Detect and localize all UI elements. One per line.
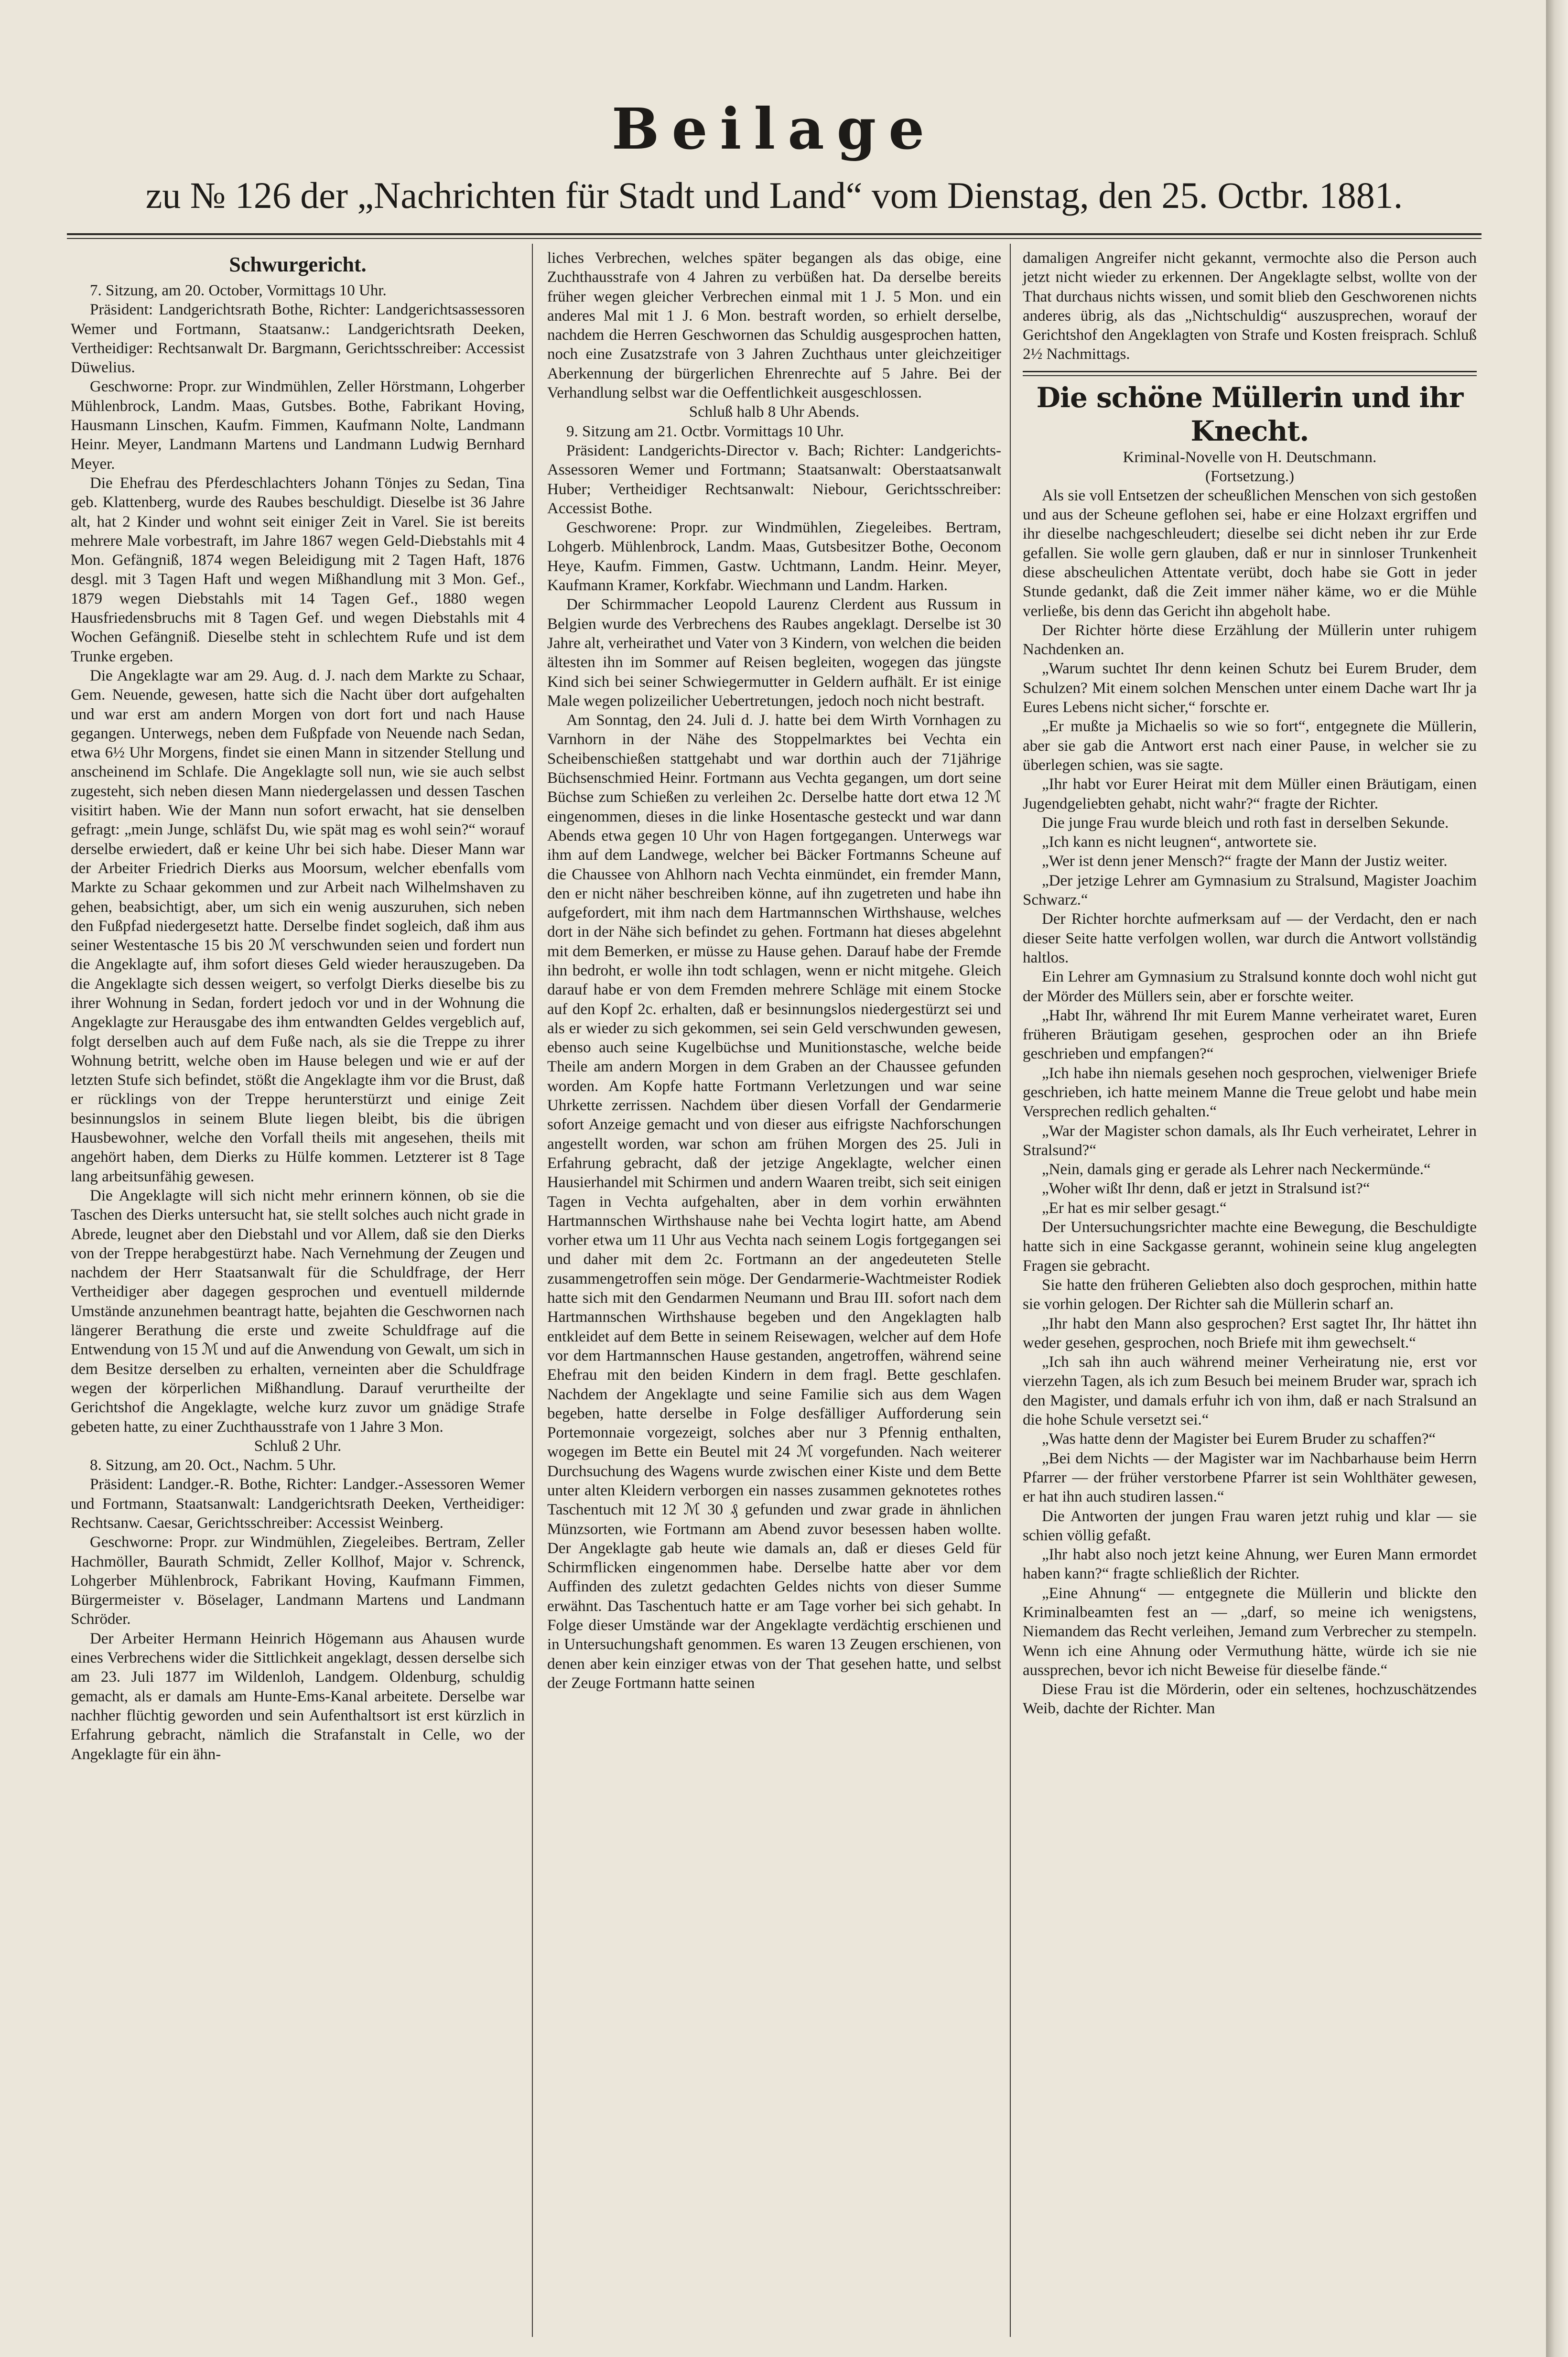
header-rule	[67, 233, 1481, 235]
paragraph: „Ich sah ihn auch während meiner Verheiratung nie, erst vor vierzehn Tagen, als ich zum Besuch bei meinem Bruder war, sprach ich den Magister, und damals erfuhr ich von ihm, daß er nach Stralsund an die hohe Schule versetzt sei.“	[1023, 1353, 1477, 1429]
paragraph: Geschworne: Propr. zur Windmühlen, Zeller Hörstmann, Lohgerber Mühlenbrock, Landm. Maas, Gutsbes. Bothe, Fabrikant Hoving, Hausmann Linschen, Kaufm. Fimmen, Kaufmann Nolte, Landmann Heinr. Meyer, Landmann Martens und Landmann Ludwig Bernhard Meyer.	[71, 378, 525, 473]
supplement-title: Beilage	[611, 96, 937, 162]
paragraph: 7. Sitzung, am 20. October, Vormittags 10 Uhr.	[90, 282, 387, 299]
paragraph: Sie hatte den früheren Geliebten also doch gesprochen, mithin hatte sie vorhin gelogen. Der Richter sah die Müllerin scharf an.	[1023, 1276, 1477, 1313]
paragraph: Diese Frau ist die Mörderin, oder ein seltenes, hochzuschätzendes Weib, dachte der Richter. Man	[1023, 1681, 1477, 1718]
paragraph: Präsident: Landgerichts-Director v. Bach; Richter: Landgerichts-Assessoren Wemer und Fortmann; Staatsanwalt: Oberstaatsanwalt Huber; Vertheidiger Rechtsanwalt: Niebour, Gerichtsschreiber: Accessist Bothe.	[547, 442, 1001, 517]
session-closing: Schluß 2 Uhr.	[254, 1437, 342, 1455]
paragraph: 8. Sitzung, am 20. Oct., Nachm. 5 Uhr.	[90, 1457, 336, 1474]
paragraph: „Wer ist denn jener Mensch?“ fragte der Mann der Justiz weiter.	[1042, 853, 1448, 870]
paragraph: Die Angeklagte will sich nicht mehr erinnern können, ob sie die Taschen des Dierks untersucht hat, sie stellt solches auch nicht grade in Abrede, leugnet aber den Diebstahl und vor Allem, daß sie den Dierks von der Treppe herabgestürzt habe. Nach Vernehmung der Zeugen und nachdem der Herr Staatsanwalt für die Schuldfrage, der Herr Vertheidiger aber dagegen gesprochen und eventuell mildernde Umstände anzunehmen beantragt hatte, bejahten die Geschwornen nach längerer Berathung die erste und zweite Schuldfrage auf die Entwendung von 15 ℳ und auf die Anwendung von Gewalt, um sich in dem Besitze derselben zu erhalten, verneinten aber die Schuldfrage wegen der körperlichen Mißhandlung. Darauf verurtheilte der Gerichtshof die Angeklagte, welche kurz zuvor um gnädige Strafe gebeten hatte, zu einer Zuchthausstrafe von 1 Jahre 3 Mon.	[71, 1187, 525, 1436]
paragraph: Ein Lehrer am Gymnasium zu Stralsund konnte doch wohl nicht gut der Mörder des Müllers sein, aber er forschte weiter.	[1023, 968, 1477, 1005]
paragraph: „Eine Ahnung“ — entgegnete die Müllerin und blickte den Kriminalbeamten fest an — „darf, so meine ich wenigstens, Niemandem das Recht verleihen, Jemand zum Verbrecher zu stempeln. Wenn ich eine Ahnung oder Vermuthung hätte, würde ich sie nie aussprechen, bevor ich nicht Beweise für dieselbe fände.“	[1023, 1584, 1477, 1679]
paragraph: Präsident: Landgerichtsrath Bothe, Richter: Landgerichtsassessoren Wemer und Fortmann, Staatsanw.: Landgerichtsrath Deeken, Vertheidiger: Rechtsanwalt Dr. Bargmann, Gerichtsschreiber: Accessist Düwelius.	[71, 301, 525, 377]
paragraph: Der Richter horchte aufmerksam auf — der Verdacht, den er nach dieser Seite hatte verfolgen wollen, war durch die Antwort vollständig haltlos.	[1023, 910, 1477, 966]
right-column	[1023, 249, 1477, 1719]
paragraph: „Habt Ihr, während Ihr mit Eurem Manne verheiratet waret, Euren früheren Bräutigam gesehen, gesprochen oder an ihn Briefe geschrieben und empfangen?“	[1023, 1006, 1477, 1063]
page-edge	[1546, 0, 1568, 2357]
session-closing: Schluß halb 8 Uhr Abends.	[689, 403, 860, 421]
paragraph: „Nein, damals ging er gerade als Lehrer nach Neckermünde.“	[1042, 1161, 1431, 1178]
story-title: Die schöne Müllerin und ihr Knecht.	[1036, 381, 1463, 447]
paragraph: „Ihr habt also noch jetzt keine Ahnung, wer Euren Mann ermordet haben kann?“ fragte schließlich der Richter.	[1023, 1546, 1477, 1583]
header-rule-thin	[67, 238, 1481, 239]
paragraph: 9. Sitzung am 21. Octbr. Vormittags 10 Uhr.	[566, 422, 844, 440]
middle-column	[547, 249, 1001, 1693]
section-heading: Schwurgericht.	[229, 253, 367, 276]
paragraph: „War der Magister schon damals, als Ihr Euch verheiratet, Lehrer in Stralsund?“	[1023, 1122, 1477, 1159]
paragraph: „Er hat es mir selber gesagt.“	[1042, 1199, 1227, 1217]
paragraph: Die Ehefrau des Pferdeschlachters Johann Tönjes zu Sedan, Tina geb. Klattenberg, wurde des Raubes beschuldigt. Dieselbe ist 36 Jahre alt, hat 2 Kinder und wohnt seit einiger Zeit in Varel. Sie ist bereits mehrere Male vorbestraft, im Jahre 1867 wegen Geld-Diebstahls mit 4 Mon. Gefängniß, 1874 wegen Beleidigung mit 2 Tagen Haft, 1876 desgl. mit 3 Tagen Haft und wegen Mißhandlung mit 3 Mon. Gef., 1879 wegen Diebstahls mit 14 Tagen Gef., 1880 wegen Hausfriedensbruchs mit 8 Tagen Gef. und wegen Diebstahls mit 4 Wochen Gefängniß. Dieselbe steht in schlechtem Rufe und ist dem Trunke ergeben.	[71, 474, 525, 665]
paragraph: „Ihr habt vor Eurer Heirat mit dem Müller einen Bräutigam, einen Jugendgeliebten gehabt, nicht wahr?“ fragte der Richter.	[1023, 776, 1477, 812]
paragraph: „Der jetzige Lehrer am Gymnasium zu Stralsund, Magister Joachim Schwarz.“	[1023, 872, 1477, 909]
paragraph: Die Angeklagte war am 29. Aug. d. J. nach dem Markte zu Schaar, Gem. Neuende, gewesen, hatte sich die Nacht über dort aufgehalten und war erst am andern Morgen von dort fort und nach Hause gegangen. Unterwegs, neben dem Fußpfade von Neuende nach Sedan, etwa 6½ Uhr Morgens, findet sie einen Mann in sitzender Stellung und anscheinend im Schlafe. Die Angeklagte soll nun, wie sie auch selbst zugesteht, sich neben diesen Mann niedergelassen und dessen Taschen visitirt haben. Wie der Mann nun sofort erwacht, hat sie denselben gefragt: „mein Junge, schläfst Du, wie spät mag es wohl sein?“ worauf derselbe erwiedert, daß er keine Uhr bei sich habe. Dieser Mann war der Arbeiter Friedrich Dierks aus Moorsum, welcher ebenfalls vom Markte zu Schaar gekommen und zur Arbeit nach Wilhelmshaven zu gehen, beabsichtigt, aber, um sich ein wenig auszuruhen, sich neben den Fußpfad niedergesetzt hatte. Derselbe findet sogleich, daß ihm aus seiner Westentasche 15 bis 20 ℳ verschwunden seien und fordert nun die Angeklagte auf, ihm sofort dieses Geld wieder herauszugeben. Da die Angeklagte sich dessen weigert, so verfolgt Dierks dieselbe bis zu ihrer Wohnung in Sedan, fordert jedoch vor und in der Wohnung die Angeklagte zur Herausgabe des ihm entwandten Geldes vergeblich auf, folgt derselben auch auf dem Fuße nach, als sie die Treppe zu ihrer Wohnung betritt, welche oben im Hause belegen und wie er auf der letzten Stufe sich befindet, stößt die Angeklagte ihm vor die Brust, daß er rücklings von der Treppe herunterstürzt und einige Zeit besinnungslos in seinem Blute liegen bleibt, bis die übrigen Hausbewohner, welche den Vorfall theils mit angesehen, theils mit angehört haben, dem Dierks zu Hülfe kommen. Letzterer ist 8 Tage lang arbeitsunfähig gewesen.	[71, 667, 525, 1185]
paragraph: Am Sonntag, den 24. Juli d. J. hatte bei dem Wirth Vornhagen zu Varnhorn in der Nähe des Stoppelmarktes bei Vechta ein Scheibenschießen stattgehabt und war dorthin auch der 71jährige Büchsenschmied Heinr. Fortmann aus Vechta gegangen, um dort seine Büchse zum Schießen zu verleihen 2c. Derselbe hatte dort etwa 12 ℳ eingenommen, dieses in die linke Hosentasche gesteckt und war dann Abends etwa gegen 10 Uhr von Hagen fortgegangen. Unterwegs war ihm auf dem Landwege, welcher bei Bäcker Fortmanns Scheune auf die Chaussee von Ahlhorn nach Vechta einmündet, ein fremder Mann, den er nicht näher beschreiben könne, auf ihn zugetreten und habe ihn aufgefordert, mit ihm nach dem Hartmannschen Wirthshause, welches dort in der Nähe sich befindet zu gehen. Fortmann hat dieses abgelehnt mit dem Bemerken, er müsse zu Hause gehen. Darauf habe der Fremde ihn bedroht, er wolle ihn todt schlagen, wenn er nicht mitgehe. Gleich darauf habe er von dem Fremden mehrere Schläge mit einem Stocke auf den Kopf 2c. erhalten, daß er besinnungslos niedergestürzt sei und als er wieder zu sich gekommen, sei sein Geld verschwunden gewesen, ebenso auch seine Kugelbüchse und Munitionstasche, welche beide Theile am andern Morgen in dem Graben an der Chaussee gefunden worden. Am Kopfe hatte Fortmann Verletzungen und war seine Uhrkette zerrissen. Nachdem über diesen Vorfall der Gendarmerie sofort Anzeige gemacht und von dieser aus eifrigste Nachforschungen angestellt worden, war schon am frühen Morgen des 25. Juli in Erfahrung gebracht, daß der jetzige Angeklagte, welcher einen Hausierhandel mit Schirmen und andern Waaren treibt, sich seit einigen Tagen in Vechta aufgehalten, aber in dem vorhin erwähnten Hartmannschen Wirthshause nahe bei Vechta logirt hatte, am Abend vorher etwa um 11 Uhr aus Vechta nach seinem Logis fortgegangen sei und daher mit dem 2c. Fortmann an der angedeuteten Stelle zusammengetroffen sein möge. Der Gendarmerie-Wachtmeister Rodiek hatte sich mit den Gendarmen Neumann und Brau III. sofort nach dem Hartmannschen Wirthshause begeben und den Angeklagten halb entkleidet auf dem Bette in seinem Reisewagen, welcher auf dem Hofe vor dem Hartmannschen Hause gestanden, angetroffen, während seine Ehefrau mit den beiden Kindern in dem fragl. Bette geschlafen. Nachdem der Angeklagte und seine Familie sich aus dem Wagen begeben, hatte derselbe in Folge desfälliger Aufforderung sein Portemonnaie vorgezeigt, solches aber nur 3 Pfennig enthalten, wogegen im Bette ein Beutel mit 24 ℳ vorgefunden. Nach weiterer Durchsuchung des Wagens wurde zwischen einer Kiste und dem Bette unter alten Kleidern verborgen ein nasses zusammen geknotetes rothes Taschentuch mit 12 ℳ 30 ₰ gefunden und zwar grade in ähnlichen Münzsorten, wie Fortmann am Abend zuvor besessen haben wollte. Der Angeklagte gab heute wie damals an, daß er dieses Geld für Schirmflicken eingenommen habe. Derselbe hatte aber vor dem Auffinden des zuletzt gedachten Geldes nichts von dieser Summe erwähnt. Das Taschentuch hatte er am Tage vorher bei sich gehabt. In Folge dieser Umstände war der Angeklagte verdächtig erschienen und in Untersuchungshaft genommen. Es waren 13 Zeugen erschienen, von denen aber kein einziger etwas von der That gesehen hatte, und selbst der Zeuge Fortmann hatte seinen	[547, 712, 1001, 1692]
story-subtitle: Kriminal-Novelle von H. Deutschmann.	[1123, 448, 1377, 466]
paragraph: Geschworne: Propr. zur Windmühlen, Ziegeleibes. Bertram, Zeller Hachmöller, Baurath Schmidt, Zeller Kollhof, Major v. Schrenck, Lohgerber Mühlenbrock, Fabrikant Hoving, Kaufmann Fimmen, Bürgermeister v. Böselager, Landmann Martens und Landmann Schröder.	[71, 1534, 525, 1628]
story-divider-thin	[1023, 375, 1477, 376]
paragraph: Als sie voll Entsetzen der scheußlichen Menschen von sich gestoßen und aus der Scheune geflohen sei, habe er eine Holzaxt ergriffen und ihr dieselbe nachgeschleudert; dieselbe sei dicht neben ihr zur Erde gefallen. Sie wolle gern glauben, daß er nur in sinnloser Trunkenheit diese abscheulichen Attentate verübt, doch habe sie Gott in jeder Stunde gedankt, daß die Zeit immer näher käme, wo er die Mühle verließe, bis denn das Gericht ihn abgeholt habe.	[1023, 487, 1477, 620]
story-divider	[1023, 371, 1477, 372]
paragraph: „Er mußte ja Michaelis so wie so fort“, entgegnete die Müllerin, aber sie gab die Antwort erst nach einer Pause, in welcher sie zu überlegen schien, was sie sagte.	[1023, 718, 1477, 774]
paragraph: Der Schirmmacher Leopold Laurenz Clerdent aus Russum in Belgien wurde des Verbrechens des Raubes angeklagt. Derselbe ist 30 Jahre alt, verheirathet und Vater von 3 Kindern, von welchen die beiden ältesten ihn im Sommer auf Reisen begleiten, wogegen das jüngste Kind sich bei seiner Schwiegermutter in Geldern aufhält. Er ist einige Male wegen polizeilicher Uebertretungen, jedoch noch nicht bestraft.	[547, 596, 1001, 710]
paragraph: Geschworene: Propr. zur Windmühlen, Ziegeleibes. Bertram, Lohgerb. Mühlenbrock, Landm. Maas, Gutsbesitzer Bothe, Oeconom Heye, Kaufm. Fimmen, Gastw. Uchtmann, Landm. Heinr. Meyer, Kaufmann Kramer, Korkfabr. Wiechmann und Landm. Harken.	[547, 519, 1001, 595]
paragraph: Die junge Frau wurde bleich und roth fast in derselben Sekunde.	[1042, 814, 1449, 832]
paragraph: „Warum suchtet Ihr denn keinen Schutz bei Eurem Bruder, dem Schulzen? Mit einem solchen Menschen unter einem Dache wart Ihr ja Eures Lebens nicht sicher,“ forschte er.	[1023, 660, 1477, 716]
paragraph: Der Untersuchungsrichter machte eine Bewegung, die Beschuldigte hatte sich in eine Sackgasse gerannt, wohinein seine klug angelegten Fragen sie gebracht.	[1023, 1219, 1477, 1275]
paragraph: Die Antworten der jungen Frau waren jetzt ruhig und klar — sie schien völlig gefaßt.	[1023, 1507, 1477, 1544]
paragraph: „Woher wißt Ihr denn, daß er jetzt in Stralsund ist?“	[1042, 1180, 1370, 1198]
left-column	[71, 249, 525, 1764]
paragraph: „Was hatte denn der Magister bei Eurem Bruder zu schaffen?“	[1042, 1430, 1436, 1448]
column-divider	[532, 244, 533, 2337]
paragraph: damaligen Angreifer nicht gekannt, vermochte also die Person auch jetzt nicht wieder zu erkennen. Der Angeklagte selbst, wollte von der That durchaus nichts wissen, und somit blieb den Geschworenen nichts anderes übrig, als das „Nichtschuldig“ auszusprechen, worauf der Gerichtshof den Angeklagten von Strafe und Kosten freisprach. Schluß 2½ Nachmittags.	[1023, 249, 1477, 363]
paragraph: Der Arbeiter Hermann Heinrich Högemann aus Ahausen wurde eines Verbrechens wider die Sittlichkeit angeklagt, dessen derselbe sich am 23. Juli 1877 im Wildenloh, Landgem. Oldenburg, schuldig gemacht, als er damals am Hunte-Ems-Kanal arbeitete. Derselbe war nachher flüchtig geworden und sein Aufenthaltsort ist erst kürzlich in Erfahrung gebracht, nämlich die Strafanstalt in Celle, wo der Angeklagte für ein ähn-	[71, 1630, 525, 1763]
paragraph: „Ich habe ihn niemals gesehen noch gesprochen, vielweniger Briefe geschrieben, ich hatte meinem Manne die Treue gelobt und habe mein Versprechen redlich gehalten.“	[1023, 1064, 1477, 1121]
paragraph: „Bei dem Nichts — der Magister war im Nachbarhause beim Herrn Pfarrer — der früher verstorbene Pfarrer ist sein Wohlthäter gewesen, er hat ihn auch studiren lassen.“	[1023, 1449, 1477, 1506]
paragraph: Der Richter hörte diese Erzählung der Müllerin unter ruhigem Nachdenken an.	[1023, 621, 1477, 659]
paragraph: „Ich kann es nicht leugnen“, antwortete sie.	[1042, 833, 1317, 851]
paragraph: Präsident: Landger.-R. Bothe, Richter: Landger.-Assessoren Wemer und Fortmann, Staatsanwalt: Landgerichtsrath Deeken, Vertheidiger: Rechtsanw. Caesar, Gerichtsschreiber: Accessist Weinberg.	[71, 1476, 525, 1532]
story-continuation-note: (Fortsetzung.)	[1205, 467, 1295, 485]
paragraph: liches Verbrechen, welches später begangen als das obige, eine Zuchthausstrafe von 4 Jahren zu verbüßen hat. Da derselbe bereits früher wegen gleicher Verbrechen einmal mit 1 J. 5 Mon. und ein anderes Mal mit 1 J. 6 Mon. bestraft worden, so erhielt derselbe, nachdem die Herren Geschwornen das Schuldig ausgesprochen hatten, noch eine Zusatzstrafe von 3 Jahren Zuchthaus unter gleichzeitiger Aberkennung der bürgerlichen Ehrenrechte auf 5 Jahre. Bei der Verhandlung selbst war die Oeffentlichkeit ausgeschlossen.	[547, 249, 1001, 402]
paragraph: „Ihr habt den Mann also gesprochen? Erst sagtet Ihr, Ihr hättet ihn weder gesehen, gesprochen, noch Briefe mit ihm gewechselt.“	[1023, 1315, 1477, 1351]
supplement-subtitle: zu № 126 der „Nachrichten für Stadt und Land“ vom Dienstag, den 25. Octbr. 1881.	[145, 174, 1403, 216]
column-divider	[1010, 244, 1011, 2337]
masthead	[67, 96, 1481, 222]
